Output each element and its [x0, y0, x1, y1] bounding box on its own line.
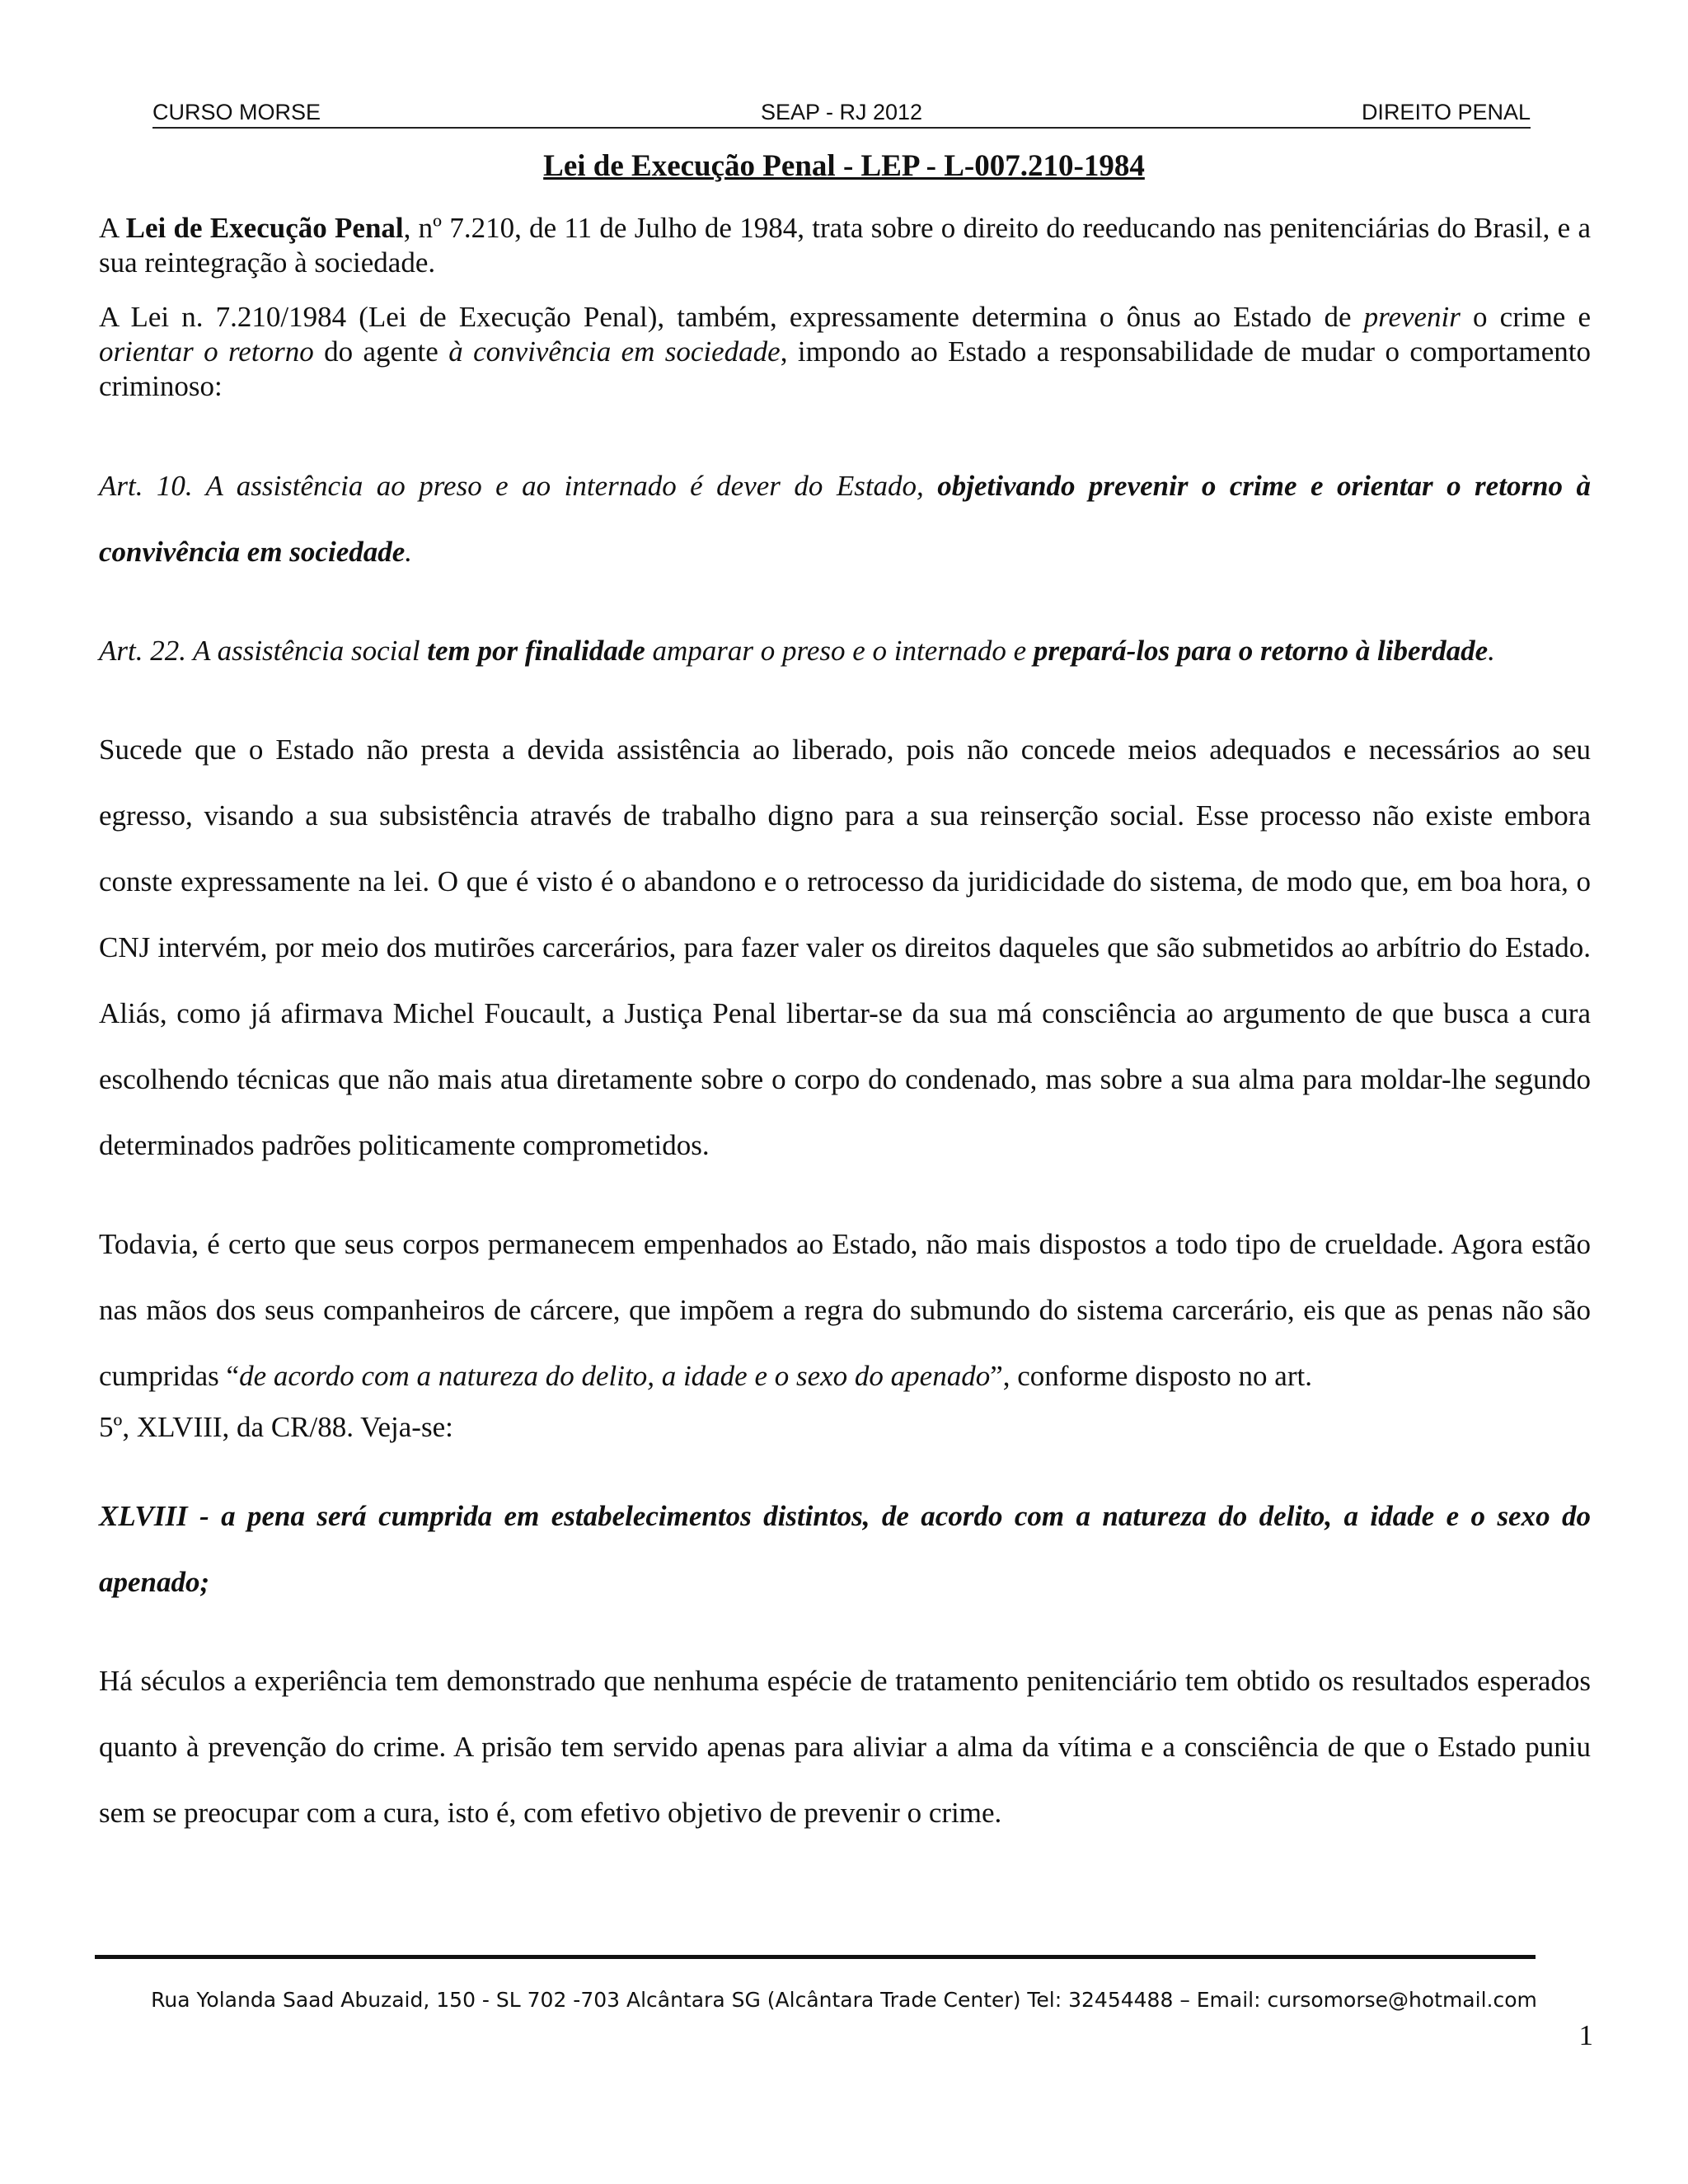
footer-address: Rua Yolanda Saad Abuzaid, 150 - SL 702 -703 Alcântara SG (Alcântara Trade Center) Tel: 32454488 – Email: cursomorse@hotmail.com	[151, 1988, 1537, 2012]
header-course-name: CURSO MORSE	[152, 100, 321, 124]
article-10-quote: Art. 10. A assistência ao preso e ao internado é dever do Estado, objetivando prevenir o crime e orientar o retorno à convivência em sociedade.	[99, 470, 1591, 568]
document-body	[99, 211, 1591, 1846]
law-name-bold: Lei de Execução Penal	[125, 212, 404, 244]
intro-paragraph-1: A Lei de Execução Penal, nº 7.210, de 11 de Julho de 1984, trata sobre o direito do reeducando nas penitenciárias do Brasil, e a sua reintegração à sociedade.	[99, 212, 1591, 279]
header-exam-name: SEAP - RJ 2012	[760, 100, 923, 124]
paragraph-bodies-state: Todavia, é certo que seus corpos permanecem empenhados ao Estado, não mais dispostos a todo tipo de crueldade. Agora estão nas mãos dos seus companheiros de cárcere, que impõem a regra do submundo do sistema carcerário, eis que as penas não são cumpridas “de acordo com a natureza do delito, a idade e o sexo do apenado”, conforme disposto no art. 5º, XLVIII, da CR/88. Veja-se:	[99, 1228, 1591, 1443]
header-subject: DIREITO PENAL	[1361, 100, 1531, 124]
page-header	[152, 97, 1531, 129]
paragraph-prison-experience: Há séculos a experiência tem demonstrado que nenhuma espécie de tratamento penitenciário tem obtido os resultados esperados quanto à prevenção do crime. A prisão tem servido apenas para aliviar a alma da vítima e a consciência de que o Estado puniu sem se preocupar com a cura, isto é, com efetivo objetivo de prevenir o crime.	[99, 1665, 1591, 1829]
document-title: Lei de Execução Penal - LEP - L-007.210-1984	[543, 149, 1145, 183]
intro-paragraph-2: A Lei n. 7.210/1984 (Lei de Execução Penal), também, expressamente determina o ônus ao Estado de prevenir o crime e orientar o retorno do agente à convivência em sociedade, impondo ao Estado a responsabilidade de mudar o comportamento criminoso:	[99, 301, 1591, 402]
article-10-emphasis: objetivando prevenir o crime e orientar o retorno à convivência em sociedade	[99, 470, 1591, 568]
article-22-quote: Art. 22. A assistência social tem por finalidade amparar o preso e o internado e prepará-los para o retorno à liberdade.	[99, 635, 1495, 667]
constitution-xlviii-quote: XLVIII - a pena será cumprida em estabelecimentos distintos, de acordo com a natureza do delito, a idade e o sexo do apenado;	[99, 1500, 1591, 1598]
paragraph-state-assistance: Sucede que o Estado não presta a devida assistência ao liberado, pois não concede meios adequados e necessários ao seu egresso, visando a sua subsistência através de trabalho digno para a sua reinserção social. Esse processo não existe embora conste expressamente na lei. O que é visto é o abandono e o retrocesso da juridicidade do sistema, de modo que, em boa hora, o CNJ intervém, por meio dos mutirões carcerários, para fazer valer os direitos daqueles que são submetidos ao arbítrio do Estado. Aliás, como já afirmava Michel Foucault, a Justiça Penal libertar-se da sua má consciência ao argumento de que busca a cura escolhendo técnicas que não mais atua diretamente sobre o corpo do condenado, mas sobre a sua alma para moldar-lhe segundo determinados padrões politicamente comprometidos.	[99, 733, 1591, 1161]
page-number: 1	[1578, 2019, 1593, 2051]
footer-divider	[95, 1955, 1536, 1959]
